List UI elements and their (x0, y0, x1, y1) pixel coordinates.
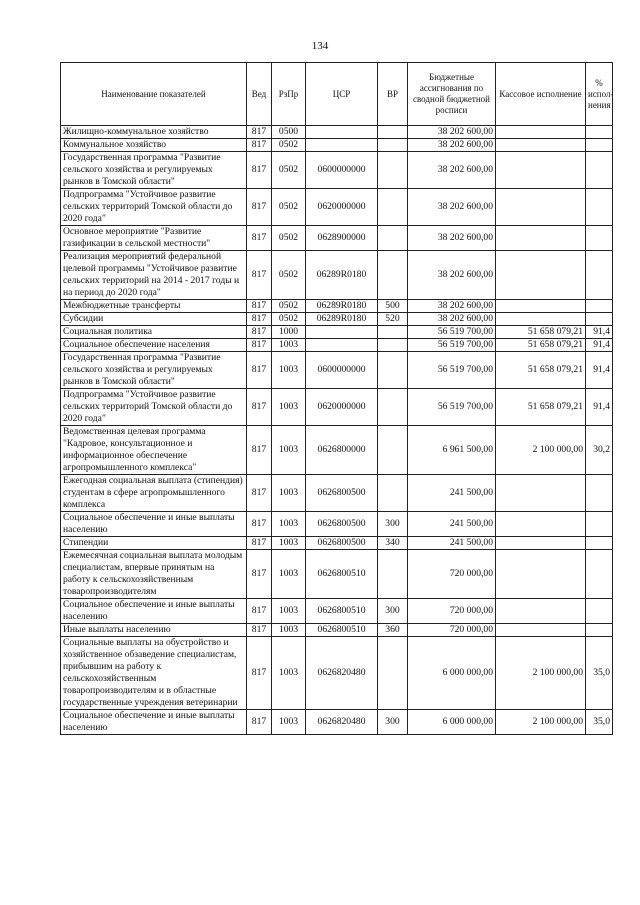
header-csr: ЦСР (306, 63, 378, 126)
table-row (61, 389, 613, 426)
cell-budget: 241 500,00 (408, 537, 496, 550)
cell-pct: 91,4 (586, 339, 613, 352)
cell-rzpr: 1003 (272, 599, 306, 624)
cell-vr (378, 389, 408, 426)
table-row (61, 537, 613, 550)
cell-name: Социальное обеспечение и иные выплаты населению (61, 512, 247, 537)
cell-cash (496, 599, 586, 624)
cell-csr: 0628900000 (306, 226, 378, 251)
cell-pct (586, 126, 613, 139)
cell-pct (586, 139, 613, 152)
header-ved: Вед (247, 63, 272, 126)
cell-csr: 0626800510 (306, 624, 378, 637)
table-row (61, 339, 613, 352)
cell-cash (496, 624, 586, 637)
cell-csr: 06289R0180 (306, 300, 378, 313)
table-row (61, 126, 613, 139)
cell-csr: 06289R0180 (306, 251, 378, 300)
cell-ved: 817 (247, 126, 272, 139)
table-row (61, 226, 613, 251)
cell-name: Подпрограмма "Устойчивое развитие сельских территорий Томской области до 2020 года" (61, 389, 247, 426)
cell-rzpr: 0502 (272, 226, 306, 251)
cell-budget: 56 519 700,00 (408, 389, 496, 426)
cell-budget: 6 000 000,00 (408, 710, 496, 735)
cell-vr (378, 426, 408, 475)
cell-pct (586, 226, 613, 251)
header-cash: Кассовое исполнение (496, 63, 586, 126)
cell-csr: 0620000000 (306, 389, 378, 426)
cell-csr (306, 139, 378, 152)
table-row (61, 352, 613, 389)
cell-cash (496, 189, 586, 226)
cell-budget: 38 202 600,00 (408, 152, 496, 189)
cell-name: Реализация мероприятий федеральной целевой программы "Устойчивое развитие сельских территорий на 2014 - 2017 годы и на период до 2020 года" (61, 251, 247, 300)
cell-budget: 38 202 600,00 (408, 226, 496, 251)
cell-ved: 817 (247, 475, 272, 512)
cell-cash: 2 100 000,00 (496, 710, 586, 735)
cell-vr (378, 637, 408, 710)
cell-rzpr: 0500 (272, 126, 306, 139)
cell-csr: 0600000000 (306, 152, 378, 189)
cell-csr: 0626800500 (306, 512, 378, 537)
cell-pct: 30,2 (586, 426, 613, 475)
cell-ved: 817 (247, 226, 272, 251)
cell-cash (496, 139, 586, 152)
cell-pct: 91,4 (586, 352, 613, 389)
cell-rzpr: 1003 (272, 389, 306, 426)
cell-cash (496, 300, 586, 313)
cell-csr: 0626820480 (306, 637, 378, 710)
cell-name: Жилищно-коммунальное хозяйство (61, 126, 247, 139)
cell-ved: 817 (247, 189, 272, 226)
cell-budget: 38 202 600,00 (408, 251, 496, 300)
cell-ved: 817 (247, 512, 272, 537)
cell-rzpr: 0502 (272, 313, 306, 326)
cell-ved: 817 (247, 537, 272, 550)
cell-pct: 91,4 (586, 326, 613, 339)
cell-pct: 35,0 (586, 710, 613, 735)
cell-pct (586, 152, 613, 189)
cell-vr: 300 (378, 710, 408, 735)
cell-cash (496, 126, 586, 139)
cell-cash: 2 100 000,00 (496, 637, 586, 710)
cell-budget: 6 961 500,00 (408, 426, 496, 475)
cell-cash (496, 313, 586, 326)
table-row (61, 550, 613, 599)
cell-budget: 38 202 600,00 (408, 300, 496, 313)
cell-vr: 520 (378, 313, 408, 326)
cell-name: Ведомственная целевая программа "Кадровое, консультационное и информационное обеспечение агропромышленного комплекса" (61, 426, 247, 475)
cell-budget: 6 000 000,00 (408, 637, 496, 710)
cell-budget: 56 519 700,00 (408, 352, 496, 389)
cell-ved: 817 (247, 152, 272, 189)
table-row (61, 189, 613, 226)
cell-vr: 360 (378, 624, 408, 637)
cell-rzpr: 0502 (272, 139, 306, 152)
cell-cash (496, 152, 586, 189)
cell-rzpr: 0502 (272, 189, 306, 226)
cell-ved: 817 (247, 637, 272, 710)
header-vr: ВР (378, 63, 408, 126)
cell-pct (586, 251, 613, 300)
cell-vr (378, 475, 408, 512)
cell-rzpr: 1003 (272, 537, 306, 550)
table-row (61, 152, 613, 189)
cell-cash: 51 658 079,21 (496, 339, 586, 352)
cell-budget: 720 000,00 (408, 599, 496, 624)
cell-vr: 500 (378, 300, 408, 313)
cell-rzpr: 0502 (272, 251, 306, 300)
cell-rzpr: 1003 (272, 710, 306, 735)
table-row (61, 251, 613, 300)
cell-name: Коммунальное хозяйство (61, 139, 247, 152)
cell-vr (378, 550, 408, 599)
cell-pct (586, 599, 613, 624)
cell-ved: 817 (247, 550, 272, 599)
cell-pct (586, 313, 613, 326)
cell-cash: 51 658 079,21 (496, 352, 586, 389)
cell-rzpr: 1003 (272, 475, 306, 512)
cell-vr (378, 251, 408, 300)
cell-cash: 51 658 079,21 (496, 389, 586, 426)
cell-pct (586, 624, 613, 637)
cell-csr: 0626800510 (306, 550, 378, 599)
table-row (61, 426, 613, 475)
cell-csr: 0620000000 (306, 189, 378, 226)
cell-budget: 38 202 600,00 (408, 126, 496, 139)
cell-ved: 817 (247, 139, 272, 152)
cell-vr (378, 326, 408, 339)
cell-ved: 817 (247, 624, 272, 637)
table-row (61, 139, 613, 152)
cell-budget: 720 000,00 (408, 624, 496, 637)
cell-csr (306, 339, 378, 352)
cell-vr (378, 189, 408, 226)
cell-csr (306, 326, 378, 339)
cell-cash (496, 475, 586, 512)
cell-vr: 340 (378, 537, 408, 550)
cell-pct (586, 300, 613, 313)
cell-name: Иные выплаты населению (61, 624, 247, 637)
cell-vr: 300 (378, 599, 408, 624)
cell-csr: 0626800500 (306, 475, 378, 512)
cell-cash (496, 251, 586, 300)
cell-cash (496, 512, 586, 537)
table-row (61, 710, 613, 735)
cell-budget: 38 202 600,00 (408, 189, 496, 226)
cell-pct (586, 550, 613, 599)
cell-name: Социальное обеспечение населения (61, 339, 247, 352)
cell-cash (496, 550, 586, 599)
header-row (61, 63, 613, 126)
cell-name: Подпрограмма "Устойчивое развитие сельских территорий Томской области до 2020 года" (61, 189, 247, 226)
cell-pct (586, 189, 613, 226)
cell-vr: 300 (378, 512, 408, 537)
cell-budget: 56 519 700,00 (408, 339, 496, 352)
cell-pct (586, 537, 613, 550)
cell-name: Ежемесячная социальная выплата молодым специалистам, впервые принятым на работу к сельскохозяйственным товаропроизводителям (61, 550, 247, 599)
cell-budget: 56 519 700,00 (408, 326, 496, 339)
cell-csr: 06289R0180 (306, 313, 378, 326)
cell-rzpr: 0502 (272, 300, 306, 313)
cell-pct (586, 512, 613, 537)
cell-name: Стипендии (61, 537, 247, 550)
cell-csr: 0600000000 (306, 352, 378, 389)
cell-name: Социальная политика (61, 326, 247, 339)
header-percent: % испол-нения (586, 63, 613, 126)
cell-rzpr: 1003 (272, 624, 306, 637)
table-row (61, 326, 613, 339)
header-rzpr: РзПр (272, 63, 306, 126)
cell-vr (378, 139, 408, 152)
cell-vr (378, 152, 408, 189)
cell-cash: 51 658 079,21 (496, 326, 586, 339)
cell-pct: 91,4 (586, 389, 613, 426)
table-row (61, 512, 613, 537)
cell-name: Государственная программа "Развитие сельского хозяйства и регулируемых рынков в Томской области" (61, 152, 247, 189)
cell-budget: 38 202 600,00 (408, 139, 496, 152)
table-row (61, 637, 613, 710)
cell-csr: 0626800500 (306, 537, 378, 550)
table-row (61, 475, 613, 512)
cell-cash (496, 537, 586, 550)
cell-ved: 817 (247, 599, 272, 624)
cell-ved: 817 (247, 389, 272, 426)
cell-ved: 817 (247, 251, 272, 300)
cell-csr (306, 126, 378, 139)
cell-budget: 241 500,00 (408, 512, 496, 537)
cell-rzpr: 1003 (272, 352, 306, 389)
cell-ved: 817 (247, 352, 272, 389)
cell-name: Государственная программа "Развитие сельского хозяйства и регулируемых рынков в Томской области" (61, 352, 247, 389)
cell-cash (496, 226, 586, 251)
cell-rzpr: 0502 (272, 152, 306, 189)
table-row (61, 599, 613, 624)
page-number: 134 (311, 40, 329, 52)
cell-vr (378, 352, 408, 389)
cell-name: Социальное обеспечение и иные выплаты населению (61, 599, 247, 624)
cell-cash: 2 100 000,00 (496, 426, 586, 475)
cell-budget: 720 000,00 (408, 550, 496, 599)
budget-table (60, 62, 613, 735)
cell-ved: 817 (247, 326, 272, 339)
cell-budget: 241 500,00 (408, 475, 496, 512)
cell-name: Социальное обеспечение и иные выплаты населению (61, 710, 247, 735)
cell-rzpr: 1003 (272, 339, 306, 352)
cell-rzpr: 1003 (272, 637, 306, 710)
cell-csr: 0626800510 (306, 599, 378, 624)
cell-ved: 817 (247, 426, 272, 475)
cell-name: Субсидии (61, 313, 247, 326)
cell-name: Основное мероприятие "Развитие газификации в сельской местности" (61, 226, 247, 251)
cell-csr: 0626820480 (306, 710, 378, 735)
cell-rzpr: 1000 (272, 326, 306, 339)
cell-ved: 817 (247, 710, 272, 735)
cell-pct: 35,0 (586, 637, 613, 710)
cell-vr (378, 126, 408, 139)
cell-name: Ежегодная социальная выплата (стипендия) студентам в сфере агропромышленного комплекса (61, 475, 247, 512)
header-budget: Бюджетные ассигнования по сводной бюджетной росписи (408, 63, 496, 126)
cell-ved: 817 (247, 339, 272, 352)
cell-vr (378, 339, 408, 352)
cell-rzpr: 1003 (272, 550, 306, 599)
cell-name: Межбюджетные трансферты (61, 300, 247, 313)
cell-ved: 817 (247, 313, 272, 326)
cell-vr (378, 226, 408, 251)
cell-rzpr: 1003 (272, 512, 306, 537)
table-row (61, 624, 613, 637)
cell-csr: 0626800000 (306, 426, 378, 475)
table-row (61, 313, 613, 326)
cell-ved: 817 (247, 300, 272, 313)
cell-name: Социальные выплаты на обустройство и хозяйственное обзаведение специалистам, прибывшим на работу к сельскохозяйственным товаропроизводителям и в областные государственные учреждения ветеринарии (61, 637, 247, 710)
cell-rzpr: 1003 (272, 426, 306, 475)
cell-budget: 38 202 600,00 (408, 313, 496, 326)
cell-pct (586, 475, 613, 512)
table-row (61, 300, 613, 313)
header-name: Наименование показателей (61, 63, 247, 126)
